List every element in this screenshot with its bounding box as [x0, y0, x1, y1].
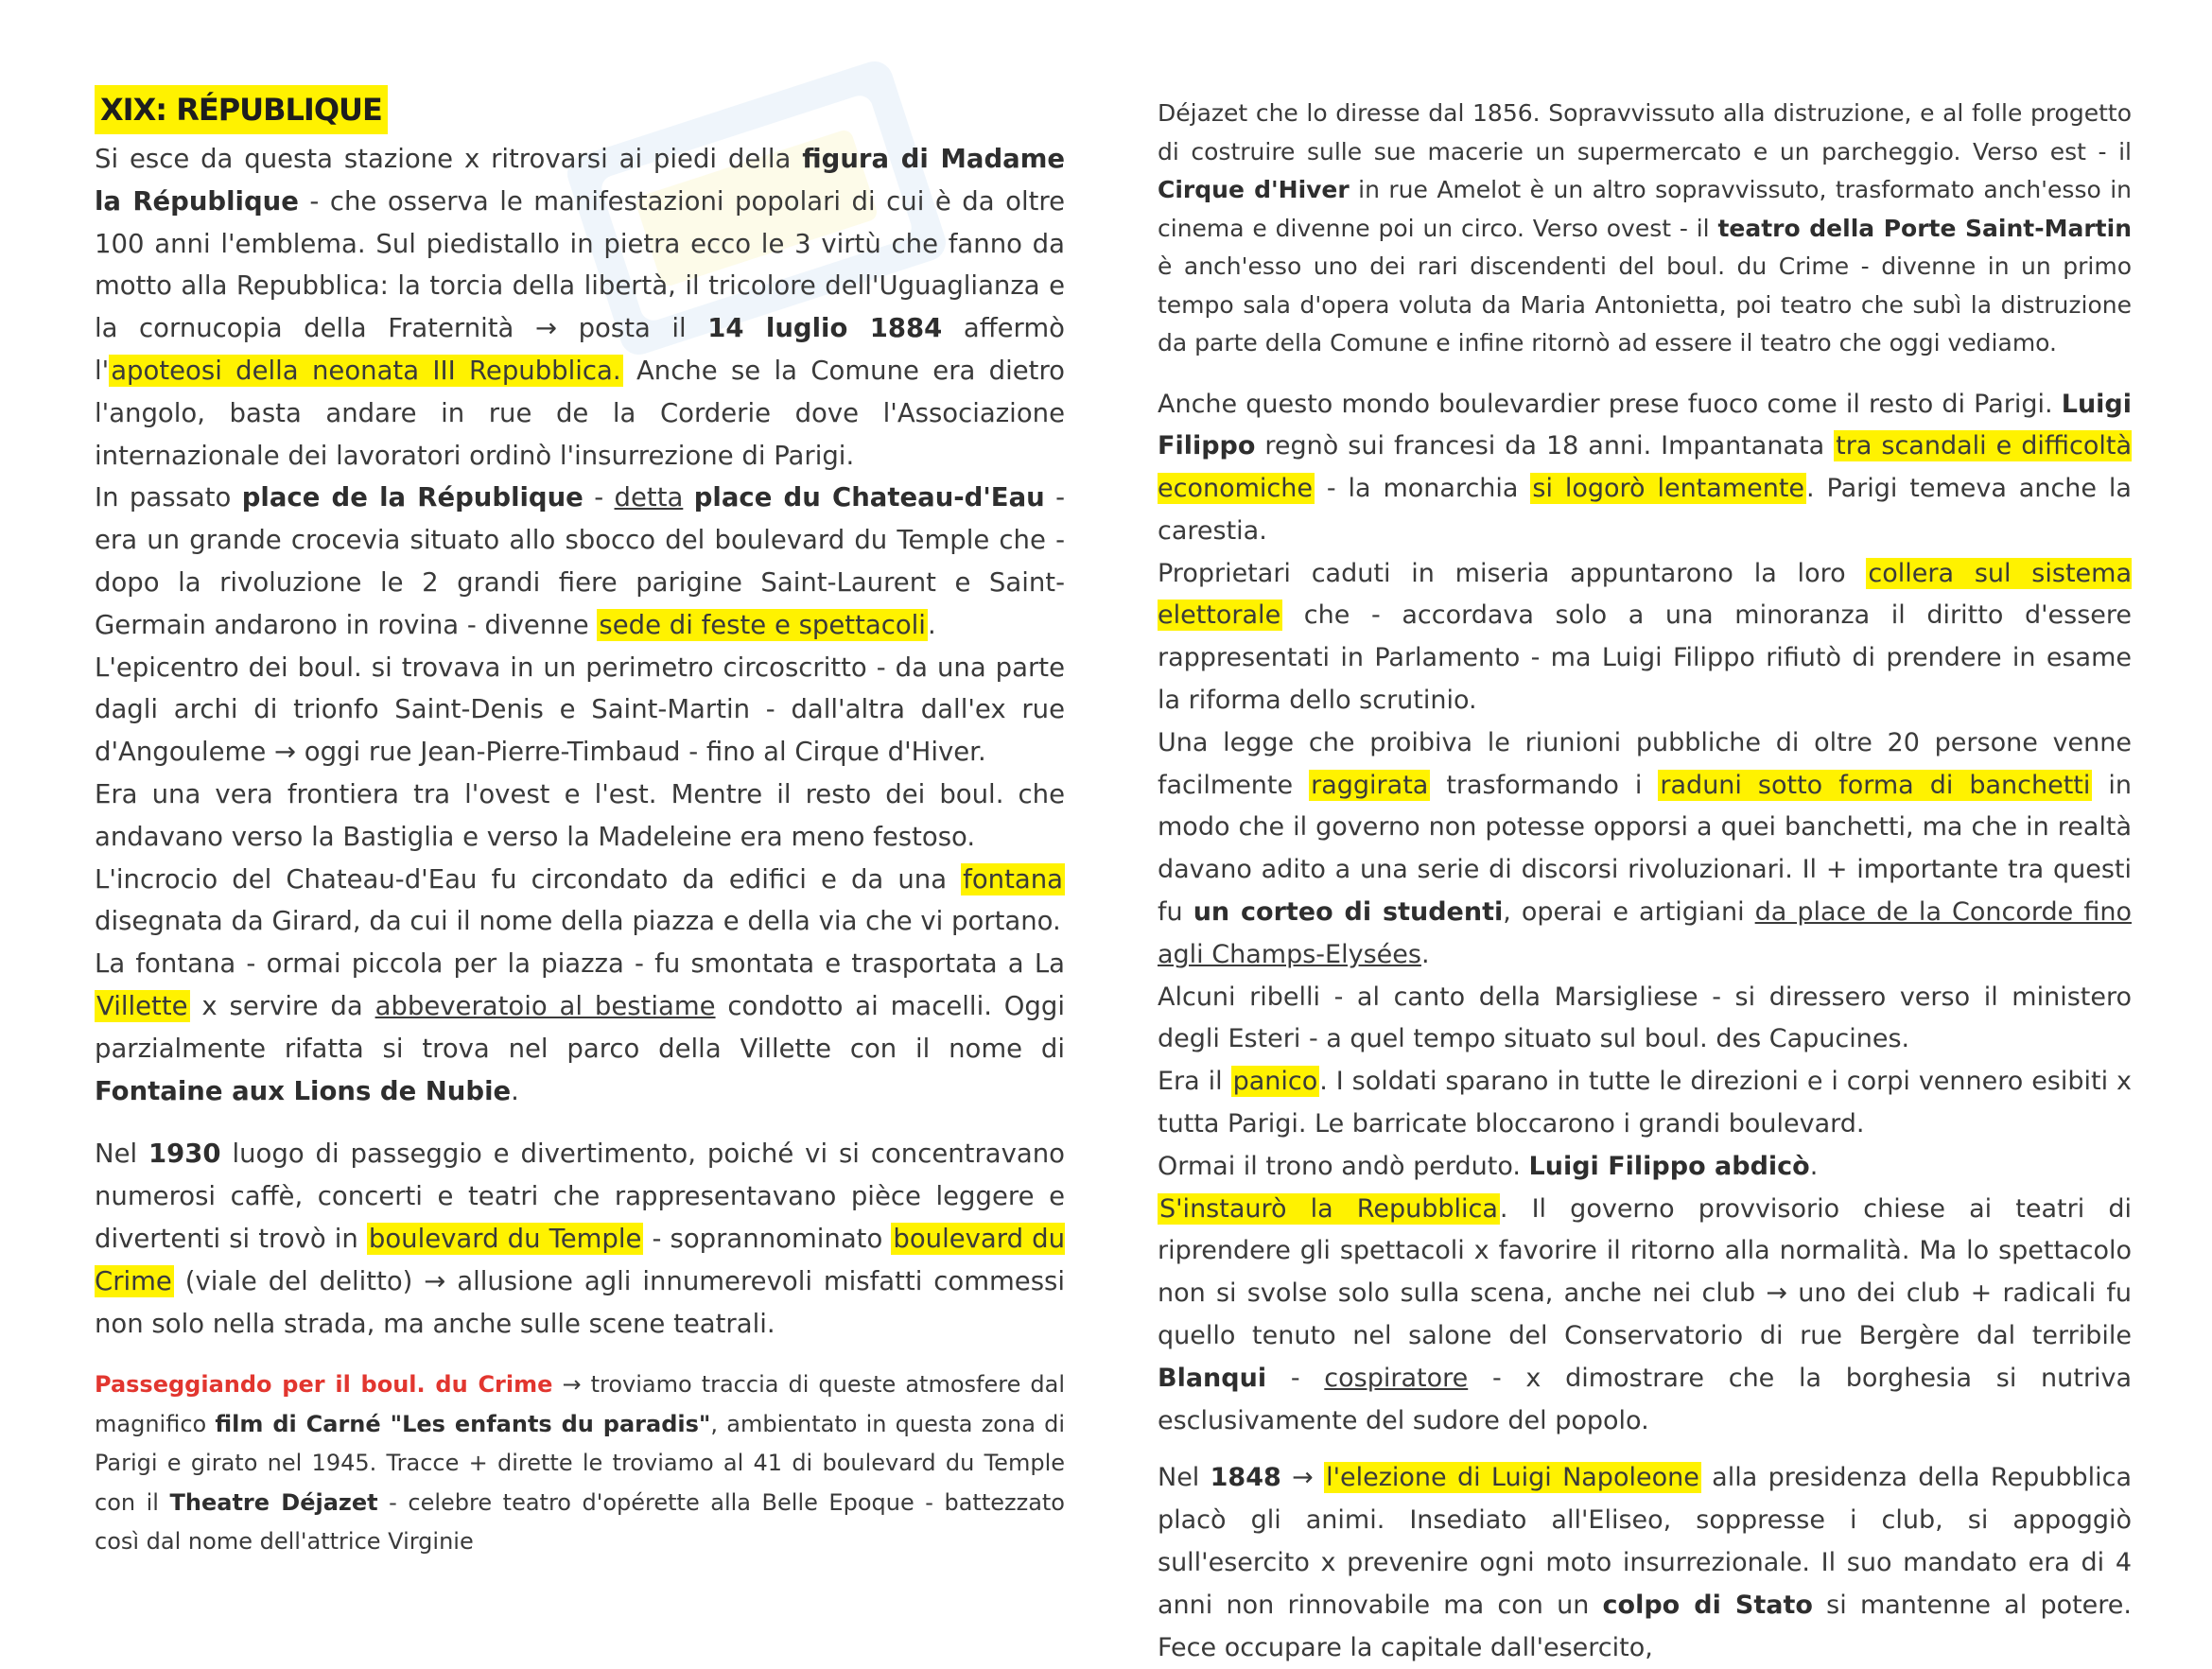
paragraph-dejazet: Déjazet che lo diresse dal 1856. Sopravvissuto alla distruzione, e al folle progetto di costruire sulle sue macerie un supermercato e un parcheggio. Verso est - il Cirque d'Hiver in rue Amelot è un altro sopravvissuto, trasformato anch'esso in cinema e divenne poi un circo. Verso ovest - il teatro della Porte Saint-Martin è anch'esso uno dei rari discendenti del boul. du Crime - divenne in un primo tempo sala d'opera voluta da Maria Antonietta, poi teatro che subì la distruzione da parte della Comune e infine ritornò ad essere il teatro che oggi vediamo.: [1158, 99, 2132, 356]
paragraph-luigi-napoleone: Nel 1848 → l'elezione di Luigi Napoleone alla presidenza della Repubblica placò gli animi. Insediato all'Eliseo, soppresse i club, si appoggiò sull'esercito x prevenire ogni moto insurrezionale. Il suo mandato era di 4 anni non rinnovabile ma con un colpo di Stato si mantenne al potere. Fece occupare la capitale dall'esercito,: [1158, 1463, 2132, 1662]
left-column: [95, 85, 1065, 1562]
page-title: XIX: RÉPUBLIQUE: [95, 85, 388, 134]
paragraph-ribelli: Alcuni ribelli - al canto della Marsigliese - si diressero verso il ministero degli Esteri - a quel tempo situato sul boul. des Capucines.: [1158, 982, 2132, 1054]
paragraph-epicentro: L'epicentro dei boul. si trovava in un perimetro circoscritto - da una parte dagli archi di trionfo Saint-Denis e Saint-Martin - dall'altra dall'ex rue d'Angouleme → oggi rue Jean-Pierre-Timbaud - fino al Cirque d'Hiver.: [95, 652, 1065, 768]
paragraph-luigi-filippo: Anche questo mondo boulevardier prese fuoco come il resto di Parigi. Luigi Filippo regnò sui francesi da 18 anni. Impantanata tra scandali e difficoltà economiche - la monarchia si logorò lentamente. Parigi temeva anche la carestia.: [1158, 389, 2132, 546]
paragraph-boulevard-crime: Nel 1930 luogo di passeggio e divertimento, poiché vi si concentravano numerosi caffè, concerti e teatri che rappresentavano pièce leggere e divertenti si trovò in boulevard du Temple - soprannominato boulevard du Crime (viale del delitto) → allusione agli innumerevoli misfatti commessi non solo nella strada, ma anche sulle scene teatrali.: [95, 1139, 1066, 1339]
paragraph-proprietari: Proprietari caduti in miseria appuntarono la loro collera sul sistema elettorale che - accordava solo a una minoranza il diritto d'essere rappresentati in Parlamento - ma Luigi Filippo rifiutò di prendere in esame la riforma dello scrutinio.: [1158, 558, 2132, 716]
right-column: [1158, 95, 2132, 1669]
paragraph-fontana: L'incrocio del Chateau-d'Eau fu circondato da edifici e da una fontana disegnata da Girard, da cui il nome della piazza e della via che vi portano.: [95, 863, 1063, 937]
paragraph-frontiera: Era una vera frontiera tra l'ovest e l'est. Mentre il resto dei boul. che andavano verso la Bastiglia e verso la Madeleine era meno festoso.: [95, 778, 1065, 852]
paragraph-legge: Una legge che proibiva le riunioni pubbliche di oltre 20 persone venne facilmente raggirata trasformando i raduni sotto forma di banchetti in modo che il governo non potesse opporsi a quei banchetti, ma che in realtà davano adito a una serie di discorsi rivoluzionari. Il + importante tra questi fu un corteo di studenti, operai e artigiani da place de la Concorde fino agli Champs-Elysées.: [1158, 727, 2132, 969]
paragraph-repubblica: S'instaurò la Repubblica. Il governo provvisorio chiese ai teatri di riprendere gli spettacoli x favorire il ritorno alla normalità. Ma lo spettacolo non si svolse solo sulla scena, anche nei club → uno dei club + radicali fu quello tenuto nel salone del Conservatorio di rue Bergère dal terribile Blanqui - cospiratore - x dimostrare che la borghesia si nutriva esclusivamente del sudore del popolo.: [1158, 1193, 2132, 1435]
paragraph-abdicazione: Ormai il trono andò perduto. Luigi Filippo abdicò.: [1158, 1151, 1819, 1181]
paragraph-passeggiando: Passeggiando per il boul. du Crime → troviamo traccia di queste atmosfere dal magnifico film di Carné "Les enfants du paradis", ambientato in questa zona di Parigi e girato nel 1945. Tracce + dirette le troviamo al 41 di boulevard du Temple con il Theatre Déjazet - celebre teatro d'opérette alla Belle Epoque - battezzato così dal nome dell'attrice Virginie: [95, 1371, 1066, 1556]
paragraph-place-republique: In passato place de la République - detta place du Chateau-d'Eau - era un grande crocevia situato allo sbocco del boulevard du Temple che - dopo la rivoluzione le 2 grandi fiere parigine Saint-Laurent e Saint-Germain andarono in rovina - divenne sede di feste e spettacoli.: [95, 482, 1066, 640]
paragraph-intro: Si esce da questa stazione x ritrovarsi ai piedi della figura di Madame la République - che osserva le manifestazioni popolari di cui è da oltre 100 anni l'emblema. Sul piedistallo in pietra ecco le 3 virtù che fanno da motto alla Repubblica: la torcia della libertà, il tricolore dell'Uguaglianza e la cornucopia della Fraternità → posta il 14 luglio 1884 affermò l'apoteosi della neonata III Repubblica. Anche se la Comune era dietro l'angolo, basta andare in rue de la Corderie dove l'Associazione internazionale dei lavoratori ordinò l'insurrezione di Parigi.: [95, 144, 1066, 471]
paragraph-villette: La fontana - ormai piccola per la piazza - fu smontata e trasportata a La Villette x servire da abbeveratoio al bestiame condotto ai macelli. Oggi parzialmente rifatta si trova nel parco della Villette con il nome di Fontaine aux Lions de Nubie.: [95, 948, 1065, 1106]
paragraph-panico: Era il panico. I soldati sparano in tutte le direzioni e i corpi vennero esibiti x tutta Parigi. Le barricate bloccarono i grandi boulevard.: [1158, 1067, 2132, 1139]
